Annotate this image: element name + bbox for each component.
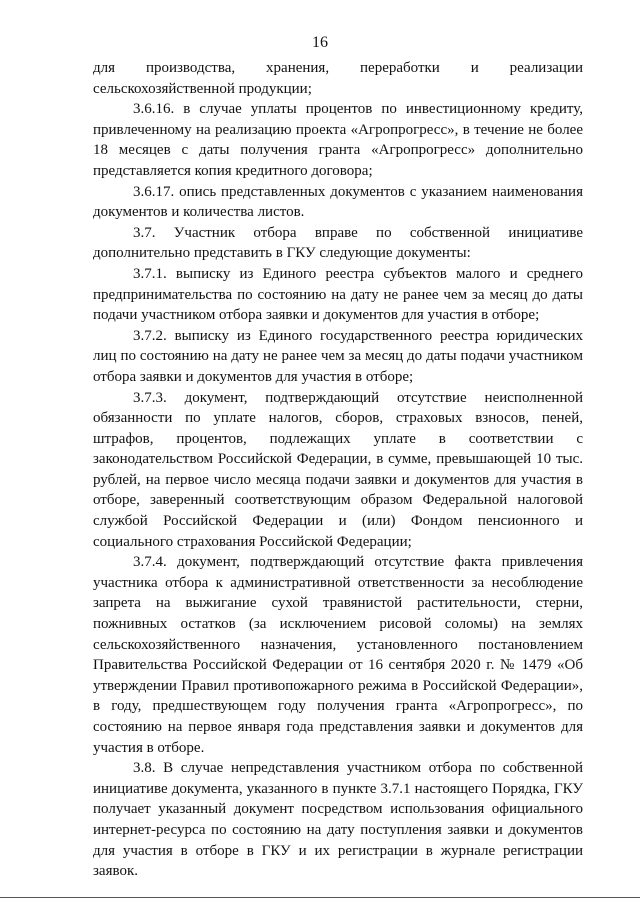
paragraph-3-6-17: 3.6.17. опись представленных документов с указанием наименования документов и количества листов.	[93, 183, 583, 221]
paragraph-3-7: 3.7. Участник отбора вправе по собственной инициативе дополнительно представить в ГКУ следующие документы:	[93, 224, 583, 262]
document-body	[93, 58, 583, 882]
paragraph-3-7-2: 3.7.2. выписку из Единого государственного реестра юридических лиц по состоянию на дату не ранее чем за месяц до даты подачи участником отбора заявки и документов для участия в отборе;	[93, 327, 583, 385]
paragraph-continuation: для производства, хранения, переработки и реализации сельскохозяйственной продукции;	[93, 60, 583, 97]
paragraph-3-7-3: 3.7.3. документ, подтверждающий отсутствие неисполненной обязанности по уплате налогов, сборов, страховых взносов, пеней, штрафов, процентов, подлежащих уплате в соответствии с законодательством Российской Федерации, в сумме, превышающей 10 тыс. рублей, на первое число месяца подачи заявки и документов для участия в отборе, заверенный соответствующим образом Федеральной налоговой службой Российской Федерации и (или) Фондом пенсионного и социального страхования Российской Федерации;	[93, 389, 583, 550]
paragraph-3-7-1: 3.7.1. выписку из Единого реестра субъектов малого и среднего предпринимательства по состоянию на дату не ранее чем за месяц до даты подачи участником отбора заявки и документов для участия в отборе;	[93, 265, 583, 324]
paragraph-3-8: 3.8. В случае непредставления участником отбора по собственной инициативе документа, указанного в пункте 3.7.1 настоящего Порядка, ГКУ получает указанный документ посредством использования официального интернет-ресурса по состоянию на дату поступления заявки и документов для участия в отборе в ГКУ и их регистрации в журнале регистрации заявок.	[93, 760, 583, 880]
paragraph-3-6-16: 3.6.16. в случае уплаты процентов по инвестиционному кредиту, привлеченному на реализацию проекта «Агропрогресс», в течение не более 18 месяцев с даты получения гранта «Агропрогресс» дополнительно представляется копия кредитного договора;	[93, 101, 583, 179]
bottom-divider	[0, 897, 640, 898]
paragraph-3-7-4: 3.7.4. документ, подтверждающий отсутствие факта привлечения участника отбора к административной ответственности за несоблюдение запрета на выжигание сухой травянистой растительности, стерни, пожнивных остатков (за исключением рисовой соломы) на землях сельскохозяйственного назначения, установленного постановлением Правительства Российской Федерации от 16 сентября 2020 г. № 1479 «Об утверждении Правил противопожарного режима в Российской Федерации», в году, предшествующем году получения гранта «Агропрогресс», по состоянию на первое января года представления заявки и документов для участия в отборе.	[93, 554, 583, 756]
page-number: 16	[312, 34, 328, 51]
